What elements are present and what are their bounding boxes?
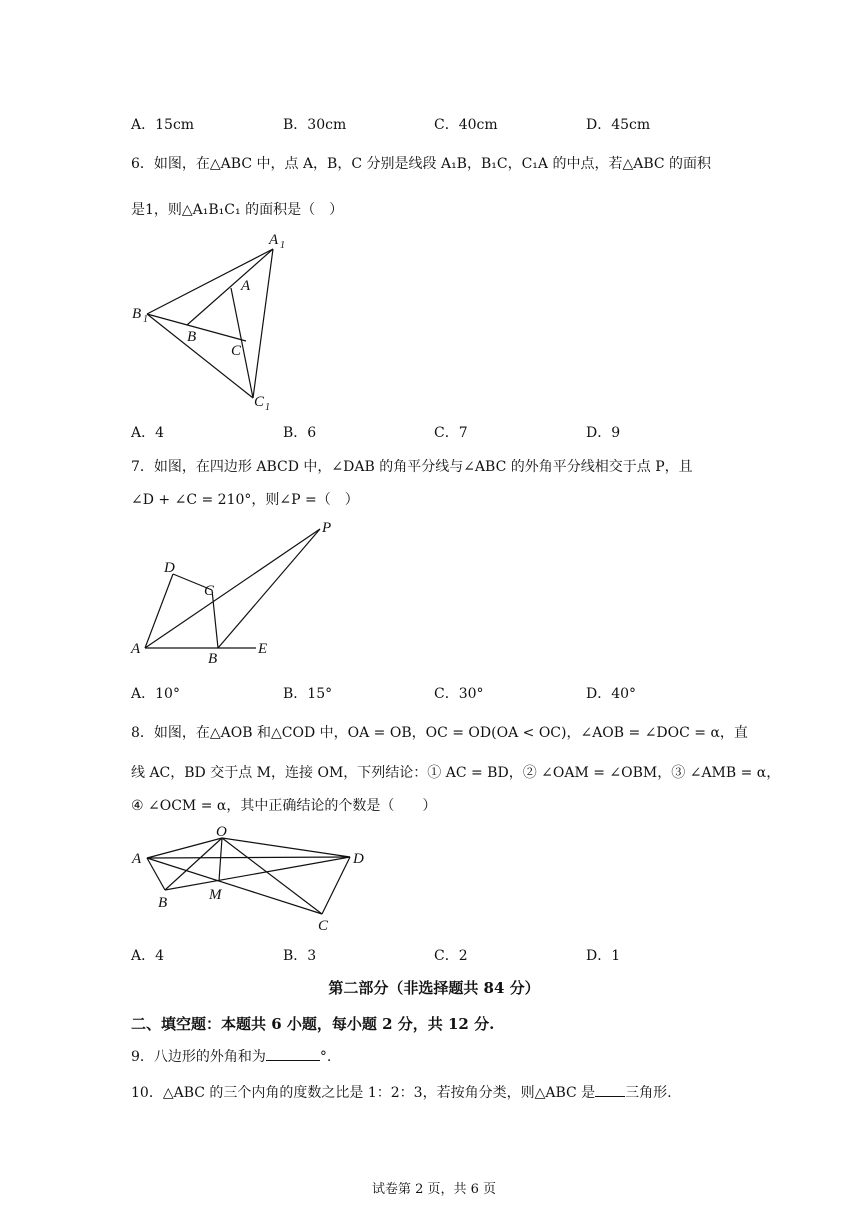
q6-option-c: C．7: [434, 425, 468, 441]
q7-stem-line2: ∠D + ∠C = 210°，则∠P =（ ）: [131, 492, 359, 508]
q7-label-b: B: [208, 651, 218, 667]
q7-stem-line1: 7．如图，在四边形 ABCD 中，∠DAB 的角平分线与∠ABC 的外角平分线相交于点 P，且: [131, 459, 693, 475]
q8-label-o: O: [216, 824, 227, 840]
q6-seg-b1c: [147, 314, 246, 341]
q6-label-b1-sub: 1: [143, 314, 148, 325]
q10-answer-blank[interactable]: [595, 1096, 625, 1097]
q8-label-c: C: [318, 918, 329, 934]
q7-label-d: D: [164, 560, 175, 576]
q8-option-c: C．2: [434, 948, 468, 964]
q10-prefix: 10．△ABC 的三个内角的度数之比是 1：2：3，若按角分类，则△ABC 是: [131, 1085, 596, 1101]
q7-bisector-ap: [145, 529, 320, 648]
q9-stem: [131, 1046, 331, 1066]
q8-option-b: B．3: [283, 948, 317, 964]
q6-label-a1-sub: 1: [280, 240, 285, 251]
q8-seg-dc: [322, 857, 350, 914]
q8-label-m: M: [209, 887, 222, 903]
q9-answer-blank[interactable]: [266, 1060, 320, 1061]
q8-figure: [120, 820, 380, 940]
q9-prefix: 9．八边形的外角和为: [131, 1049, 266, 1065]
q8-option-d: D．1: [586, 948, 621, 964]
q5-option-c: C．40cm: [434, 117, 498, 133]
q7-option-a: A．10°: [131, 686, 180, 702]
page-footer: 试卷第 2 页，共 6 页: [371, 1182, 497, 1197]
q8-label-d: D: [353, 851, 364, 867]
q5-option-b: B．30cm: [283, 117, 347, 133]
q6-stem-line2: 是1，则△A₁B₁C₁ 的面积是（ ）: [131, 202, 344, 218]
q8-stem-line1: 8．如图，在△AOB 和△COD 中，OA = OB，OC = OD(OA < OC)，∠AOB = ∠DOC = α，直: [131, 725, 748, 741]
q8-stem-line3: ④ ∠OCM = α，其中正确结论的个数是（ ）: [131, 798, 437, 814]
q7-label-e: E: [258, 641, 268, 657]
q6-figure: [120, 225, 300, 415]
q10-stem: [131, 1082, 672, 1102]
q5-option-d: D．45cm: [586, 117, 651, 133]
q8-seg-om: [219, 838, 222, 881]
q8-line-bd: [165, 857, 350, 890]
q7-label-a: A: [131, 641, 141, 657]
q6-label-c: C: [231, 343, 242, 359]
q8-label-b: B: [158, 895, 168, 911]
q8-seg-od: [222, 838, 350, 857]
q7-figure: [120, 515, 350, 670]
q7-edge-ad: [145, 574, 173, 648]
q6-stem-line1: 6．如图，在△ABC 中，点 A，B，C 分别是线段 A₁B，B₁C，C₁A 的中点，若△ABC 的面积: [131, 156, 712, 172]
q7-option-b: B．15°: [283, 686, 333, 702]
q8-seg-oc: [222, 838, 322, 914]
q10-suffix: 三角形.: [625, 1085, 672, 1101]
q6-label-b: B: [187, 329, 197, 345]
q6-label-b1: B: [132, 306, 142, 322]
q8-label-a: A: [132, 851, 142, 867]
q7-label-c: C: [204, 583, 215, 599]
q6-option-a: A．4: [131, 425, 165, 441]
q6-option-d: D．9: [586, 425, 621, 441]
q9-suffix: °.: [319, 1049, 332, 1065]
q5-option-a: A．15cm: [131, 117, 195, 133]
section-fill-in-header: 二、填空题：本题共 6 小题，每小题 2 分，共 12 分.: [131, 1015, 495, 1033]
q8-seg-ad: [147, 857, 350, 858]
q8-stem-line2: 线 AC，BD 交于点 M，连接 OM，下列结论：① AC = BD，② ∠OAM = ∠OBM，③ ∠AMB = α，: [131, 765, 781, 781]
q8-option-a: A．4: [131, 948, 165, 964]
q6-edge-c1a1: [253, 249, 273, 398]
part2-title: 第二部分（非选择题共 84 分）: [328, 979, 540, 997]
q6-label-a: A: [241, 278, 251, 294]
q6-label-c1: C: [254, 394, 265, 410]
q6-label-a1: A: [269, 232, 279, 248]
q6-option-b: B．6: [283, 425, 317, 441]
q7-option-c: C．30°: [434, 686, 484, 702]
q7-option-d: D．40°: [586, 686, 637, 702]
q6-label-c1-sub: 1: [265, 402, 270, 413]
q7-label-p: P: [322, 520, 332, 536]
